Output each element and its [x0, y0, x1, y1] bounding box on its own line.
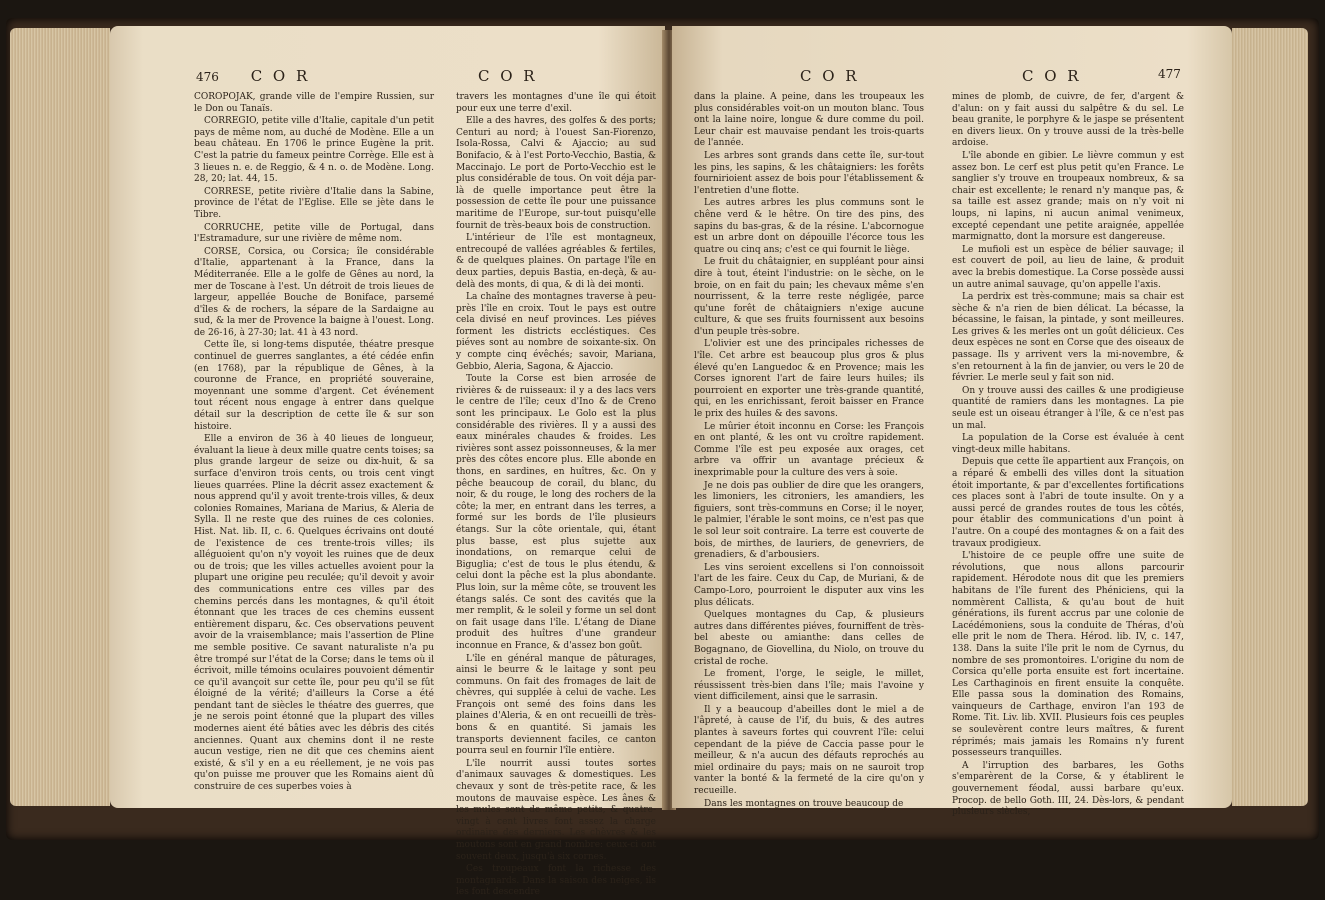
left-page-number: 476: [196, 70, 219, 84]
paragraph: travers les montagnes d'une île qui étoit pour eux une terre d'exil.: [456, 92, 656, 114]
left-header-word-1: C O R: [250, 67, 311, 85]
paragraph: CORRESE, petite rivière d'Italie dans la Sabine, province de l'état de l'Eglise. Elle se jète dans le Tibre.: [194, 186, 434, 220]
paragraph: Le froment, l'orge, le seigle, le millet, réussissent très-bien dans l'île; mais l'avoine y vient difficilement, ainsi que le sarrasin.: [694, 669, 924, 703]
paragraph: CORSE, Corsica, ou Corsica; île considérable d'Italie, appartenant à la France, dans la Méditerranée. Elle a le golfe de Gênes au nord, la mer de Toscane à l'est. Un détroit de trois lieues de largeur, appellée Bouche de Boniface, parsemé d'îles & de rochers, la sépare de la Sardaigne au sud, & la mer de Provence la baigne à l'ouest. Long. de 26-16, à 27-30; lat. 41 à 43 nord.: [194, 246, 434, 338]
paragraph: L'île en général manque de pâturages, ainsi le beurre & le laitage y sont peu communs. On fait des fromages de lait de chèvres, qui supplée à celui de vache. Les François ont semé des foins dans les plaines d'Aleria, & en ont recueilli de très-bons & en quantité. Si jamais les transports deviennent faciles, ce canton pourra seul en fournir l'île entière.: [456, 653, 656, 757]
paragraph: Les vins seroient excellens si l'on connoissoit l'art de les faire. Ceux du Cap, de Muriani, & de Campo-Loro, pourroient le disputer aux vins les plus délicats.: [694, 562, 924, 608]
paragraph: On y trouve aussi des cailles & une prodigieuse quantité de ramiers dans les montagnes. La pie seule est un oiseau étranger à l'île, & ce n'est pas un mal.: [952, 385, 1184, 431]
left-header-word-2: C O R: [478, 67, 538, 85]
paragraph: Cette île, si long-tems disputée, théatre presque continuel de guerres sanglantes, a été cédée enfin (en 1768), par la république de Gênes, à la couronne de France, en propriété souveraine, moyennant une somme d'argent. Cet événement tout récent nous engage à entrer dans quelque détail sur la description de cette île & sur son histoire.: [194, 340, 434, 432]
paragraph: La population de la Corse est évaluée à cent vingt-deux mille habitans.: [952, 433, 1184, 455]
right-page: [672, 26, 1232, 818]
paragraph: L'intérieur de l'île est montagneux, entrecoupé de vallées agréables & fertiles, & de quelques plaines. On partage l'île en deux parties, depuis Bastia, en-deçà, & au-delà des monts, di qua, & di là dei monti.: [456, 233, 656, 290]
right-header-word-1: C O R: [800, 67, 860, 85]
left-page-edges: [10, 28, 110, 806]
paragraph: Je ne dois pas oublier de dire que les orangers, les limoniers, les citroniers, les amandiers, les figuiers, sont très-communs en Corse; il le noyer, le palmier, l'érable le sont moins, ce n'est pas que le sol leur soit contraire. La terre est couverte de bois, de mirthes, de lauriers, de genevriers, de grenadiers, & d'arbousiers.: [694, 480, 924, 561]
paragraph: L'olivier est une des principales richesses de l'île. Cet arbre est beaucoup plus gros & plus élevé qu'en Languedoc & en Provence; mais les Corses ignorent l'art de faire leurs huiles; ils pourroient en exporter une très-grande quantité, qui, en les enrichissant, feroit baisser en France le prix des huiles & des savons.: [694, 339, 924, 420]
paragraph: A l'irruption des barbares, les Goths s'emparèrent de la Corse, & y établirent le gouvernement féodal, aussi barbare qu'eux. Procop. de bello Goth. III, 24. Dès-lors, & pendant plusieurs siècles,: [952, 760, 1184, 818]
right-page-number: 477: [1158, 67, 1181, 81]
paragraph: Ces troupeaux font la richesse des montagnards. Dans la saison des neiges, ils les font descendre: [456, 864, 656, 898]
right-page-edges: [1232, 28, 1308, 806]
paragraph: La perdrix est très-commune; mais sa chair est sèche & n'a rien de bien délicat. La bécasse, la bécassine, le faisan, la pintade, y sont meilleures. Les grives & les merles ont un goût délicieux. Ces deux espèces ne sont en Corse que des oiseaux de passage. Ils y arrivent vers la mi-novembre, & s'en retournent à la fin de janvier, ou vers le 20 de février. Le merle seul y fait son nid.: [952, 292, 1184, 384]
paragraph: Dans les montagnes on trouve beaucoup de: [704, 798, 904, 809]
paragraph: L'île abonde en gibier. Le lièvre commun y est assez bon. Le cerf est plus petit qu'en France. Le sanglier s'y trouve en troupeaux nombreux, & sa chair est excellente; le renard n'y manque pas, & sa taille est assez grande; mais on n'y voit ni loups, ni lapins, ni aucun animal venimeux, excepté cependant une petite araignée, appellée marmignatto, dont la morsure est dangereuse.: [952, 150, 1184, 243]
paragraph: Quelques montagnes du Cap, & plusieurs autres dans différentes piéves, fourniffent de très-bel abeste ou amianthe: dans celles de Bogagnano, de Giovellina, du Niolo, on trouve du cristal de roche.: [694, 610, 924, 667]
paragraph: Toute la Corse est bien arrosée de rivières & de ruisseaux: il y a des lacs vers le centre de l'île; ceux d'Ino & de Creno sont les principaux. Le Golo est la plus considérable des rivières. Il y a aussi des eaux minérales chaudes & froides. Les rivières sont assez poissonneuses, & la mer près des côtes encore plus. Elle abonde en thons, en sardines, en huîtres, &c. On y pêche beaucoup de corail, du blanc, du noir, & du rouge, le long des rochers de la côte; la mer, en entrant dans les terres, a formé sur les bords de l'île plusieurs étangs. Sur la côte orientale, qui, étant plus basse, est plus sujette aux inondations, on remarque celui de Biguglia; c'est de tous le plus étendu, & celui dont la pêche est la plus abondante. Plus loin, sur la même côte, se trouvent les étangs salés. Ce sont des cavités que la mer remplit, & le soleil y forme un sel dont on fait usage dans l'île. L'étang de Diane produit des huîtres d'une grandeur inconnue en France, & d'assez bon goût.: [456, 374, 656, 651]
paragraph: La chaîne des montagnes traverse à peu-près l'île en croix. Tout le pays est outre cela divisé en neuf provinces. Les piéves forment les districts eccléstiques. Ces piéves sont au nombre de soixante-six. On y compte cinq évêchés; savoir, Mariana, Gebbio, Aleria, Sagona, & Ajaccio.: [456, 292, 656, 372]
paragraph: dans la plaine. A peine, dans les troupeaux les plus considérables voit-on un mouton blanc. Tous ont la laine noire, longue & dure comme du poil. Leur chair est mauvaise pendant les trois-quarts de l'année.: [694, 92, 924, 149]
right-header-word-2: C O R: [1022, 67, 1082, 85]
paragraph: L'île nourrit aussi toutes sortes d'animaux sauvages & domestiques. Les chevaux y sont de très-petite race, & les moutons de mauvaise espèce. Les ânes & les mules sont de même petits, & quatre-vingt à cent livres font assez la charge ordinaire des derniers. Les chèvres & les moutons sont en grand nombre: ceux-ci ont souvent deux, jusqu'à six cornes.: [456, 758, 656, 862]
paragraph: Il y a beaucoup d'abeilles dont le miel a de l'âpreté, à cause de l'if, du buis, & des autres plantes à saveurs fortes qui couvrent l'île: celui cependant de la piéve de Caccia passe pour le meilleur, & n'a aucun des défauts reprochés au miel ordinaire du pays; mais on ne sauroit trop vanter la bonté & la fermeté de la cire qu'on y recueille.: [694, 704, 924, 797]
paragraph: Depuis que cette île appartient aux François, on a réparé & embelli des villes dont la situation étoit importante, & par d'excellentes fortifications ces places sont à l'abri de toute insulte. On y a aussi percé de grandes routes de tous les côtés, pour établir des communications d'un point à l'autre. On a coupé des montagnes & on a fait des travaux prodigieux.: [952, 457, 1184, 549]
left-page: [110, 26, 665, 898]
paragraph: Elle a des havres, des golfes & des ports; Centuri au nord; à l'ouest San-Fiorenzo, Isola-Rossa, Calvi & Ajaccio; au sud Bonifacio, & à l'est Porto-Vecchio, Bastia, & Maccinajo. Le port de Porto-Vecchio est le plus considérable de tous. On voit déja par-là de quelle importance peut être la possession de cette île pour une puissance maritime de l'Europe, sur-tout puisqu'elle fournit de très-beaux bois de construction.: [456, 116, 656, 231]
paragraph: Elle a environ de 36 à 40 lieues de longueur, évaluant la lieue à deux mille quatre cents toises; sa plus grande largeur de seize ou dix-huit, & sa surface d'environ trois cents, ou trois cent vingt lieues quarrées. Pline la décrit assez exactement & nous apprend qu'il y avoit trente-trois villes, & deux colonies Romaines, Mariana de Marius, & Aleria de Sylla. Il ne reste que des ruines de ces colonies. Hist. Nat. lib. II, c. 6. Quelques écrivains ont douté de l'existence de ces trente-trois villes; ils alléguoient qu'on n'y voyoit les ruines que de deux ou de trois; que les villes actuelles avoient pour la plupart une origine peu reculée; qu'il devoit y avoir des communications entre ces villes par des chemins percés dans les montagnes, & qu'il étoit étonnant que les traces de ces chemins eussent entièrement disparu, &c. Ces observations peuvent avoir de la vraisemblance; mais l'assertion de Pline me semble positive. Ce savant naturaliste n'a pu être trompé sur l'état de la Corse; dans le tems où il écrivoit, mille témoins oculaires pouvoient démentir ce qu'il avançoit sur cette île, pour peu qu'il se fût éloigné de la vérité; d'ailleurs la Corse a été pendant tant de siècles le théatre des guerres, que je ne serois point étonné que la plupart des villes modernes aient été bâties avec les débris des cités anciennes. Quant aux chemins dont il ne reste aucun vestige, rien ne dit que ces chemins aient existé, & s'il y en a eu réellement, je ne vois pas qu'on puisse me prouver que les Romains aient dû construire de ces superbes voies à: [194, 434, 434, 793]
paragraph: Le mufioli est un espèce de bélier sauvage; il est couvert de poil, au lieu de laine, & produit avec la brebis domestique. La Corse possède aussi un autre animal sauvage, qu'on appelle l'axis.: [952, 244, 1184, 290]
paragraph: CORREGIO, petite ville d'Italie, capitale d'un petit pays de même nom, au duché de Modène. Elle a un beau château. En 1706 le prince Eugène la prit. C'est la patrie du fameux peintre Corrège. Elle est à 3 lieues n. e. de Reggio, & 4 n. o. de Modène. Long. 28, 20; lat. 44, 15.: [194, 116, 434, 185]
right-column-2: [952, 92, 1184, 820]
paragraph: Le mûrier étoit inconnu en Corse: les François en ont planté, & les ont vu croître rapidement. Comme l'île est peu exposée aux orages, cet arbre va offrir un avantage précieux & inexprimable pour la culture des vers à soie.: [694, 421, 924, 478]
paragraph: CORRUCHE, petite ville de Portugal, dans l'Estramadure, sur une rivière de même nom.: [194, 222, 434, 245]
paragraph: Les arbres sont grands dans cette île, sur-tout les pins, les sapins, & les châtaigniers: les forêts fournirioient assez de bois pour l'établissement & l'entretien d'une flotte.: [694, 150, 924, 196]
paragraph: Les autres arbres les plus communs sont le chêne verd & le hêtre. On tire des pins, des sapins du bas-gras, & de la résine. L'abcornogue est un arbre dont on dépouille l'écorce tous les quatre ou cinq ans; c'est ce qui fournit le liège.: [694, 198, 924, 255]
right-column-1: [694, 92, 924, 811]
paragraph: mines de plomb, de cuivre, de fer, d'argent & d'alun: on y fait aussi du salpêtre & du sel. Le beau granite, le porphyre & le jaspe se présentent en divers lieux. On y trouve aussi de la très-belle ardoise.: [952, 92, 1184, 149]
left-column-2: [456, 92, 656, 900]
paragraph: COROPOJAK, grande ville de l'empire Russien, sur le Don ou Tanaïs.: [194, 92, 434, 114]
paragraph: Le fruit du châtaignier, en suppléant pour ainsi dire à tout, éteint l'industrie: on le sèche, on le broie, on en fait du pain; les chevaux même s'en nourrissent, & la terre reste négligée, parce qu'une forêt de châtaigniers n'exige aucune culture, & que ses fruits fournissent aux besoins d'un peuple très-sobre.: [694, 257, 924, 337]
left-running-header: [196, 67, 666, 89]
right-running-header: [800, 67, 1220, 89]
paragraph: L'histoire de ce peuple offre une suite de révolutions, que nous allons parcourir rapidement. Hérodote nous dit que les premiers habitans de l'île furent des Phéniciens, qui la nommèrent Callista, & qu'au bout de huit générations, ils furent accrus par une colonie de Lacédémoniens, sous la conduite de Théras, d'où elle prit le nom de Thera. Hérod. lib. IV, c. 147, 138. Dans la suite l'île prit le nom de Cyrnus, du nombre de ses promontoires. L'origine du nom de Corsica qu'elle porta ensuite est fort incertaine. Les Carthaginois en firent ensuite la conquête. Elle passa sous la domination des Romains, vainqueurs de Carthage, environ l'an 193 de Rome. Tit. Liv. lib. XVII. Plusieurs fois ces peuples se soulevèrent contre leurs maîtres, & furent réprimés; mais jamais les Romains n'y furent possesseurs tranquilles.: [952, 551, 1184, 759]
left-column-1: [194, 92, 434, 795]
